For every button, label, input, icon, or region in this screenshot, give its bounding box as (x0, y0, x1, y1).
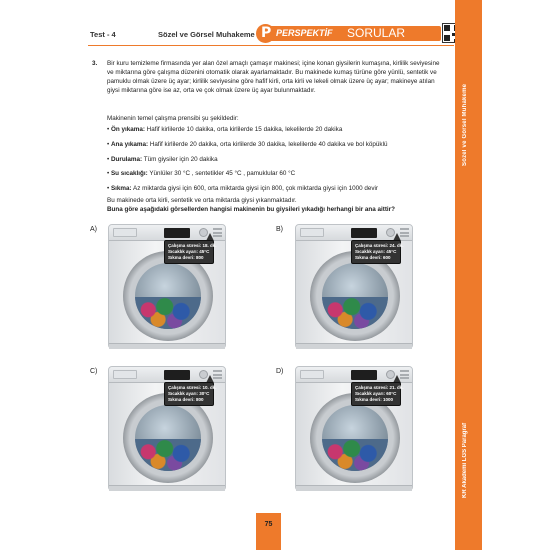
page-number-tab (256, 513, 281, 550)
page-number: 75 (264, 521, 273, 528)
rule-item: • Durulama: Tüm giysiler için 20 dakika (107, 155, 218, 163)
option-c-label[interactable]: C) (90, 368, 98, 375)
header-divider (88, 45, 454, 46)
display-callout: Çalışma süresi: 24. dk. Sıcaklık ayarı: 45°C Sıkma devri: 600 (351, 240, 401, 264)
question-number: 3. (92, 60, 98, 67)
subject-label: Sözel ve Görsel Muhakeme (158, 30, 255, 39)
logo-brand: PERSPEKTİF (276, 28, 333, 38)
logo-banner (271, 26, 441, 41)
option-d-machine[interactable] (279, 366, 439, 491)
question-principle: Makinenin temel çalışma prensibi şu şekildedir: (107, 115, 239, 122)
display-callout: Çalışma süresi: 21. dk. Sıcaklık ayarı: 60°C Sıkma devri: 1000 (351, 382, 401, 406)
page-header (88, 22, 455, 44)
rule-item: • Ana yıkama: Hafif kirlilerde 20 dakika, orta kirlilerde 30 dakika, lekelilerde 40 dakika ve bol köpüklü (107, 140, 388, 148)
rule-item: • Sıkma: Az miktarda giysi için 600, orta miktarda giysi için 800, çok miktarda giysi için 1000 devir (107, 185, 379, 193)
rule-list (107, 123, 447, 197)
question-intro: Bir kuru temizleme firmasında yer alan özel amaçlı çamaşır makinesi; içine konan giysilerin kumaşına, kirlilik seviyesine ve miktarına göre çalışma düzenini otomatik olarak ayarlamaktadır. Bu makinede kumaş türüne göre yünlü, sentetik ve pamuklu olmak üzere üç ayar; kirlilik seviyesine göre hafif kirli, orta kirli ve lekeli olmak üzere üç ayar; makineye atılan giysi miktarına göre ise az, orta ve çok olmak üzere üç ayar bulunmaktadır. (107, 60, 440, 94)
side-publisher: KR Akademi LGS Paragraf (462, 422, 468, 498)
test-label: Test - 4 (90, 30, 116, 39)
logo-suffix: SORULAR (347, 26, 406, 40)
side-title: Sözel ve Görsel Muhakeme (462, 83, 468, 167)
option-d-label[interactable]: D) (276, 368, 284, 375)
rule-item: • Ön yıkama: Hafif kirlilerde 10 dakika, orta kirlilerde 15 dakika, lekelilerde 20 dakika (107, 126, 343, 133)
option-c-machine[interactable] (92, 366, 252, 491)
option-b-machine[interactable] (279, 224, 439, 349)
logo-letter: P (261, 25, 272, 41)
display-callout: Çalışma süresi: 10. dk. Sıcaklık ayarı: 30°C Sıkma devri: 800 (164, 382, 214, 406)
rule-item: • Su sıcaklığı: Yünlüler 30 °C , sentetikler 45 °C , pamuklular 60 °C (107, 170, 296, 178)
display-callout: Çalışma süresi: 18. dk. Sıcaklık ayarı: 45°C Sıkma devri: 800 (164, 240, 214, 264)
option-b-label[interactable]: B) (276, 226, 283, 233)
option-a-machine[interactable] (92, 224, 252, 349)
question-situation: Bu makinede orta kirli, sentetik ve orta miktarda giysi yıkanmaktadır. (107, 197, 297, 204)
question-prompt: Buna göre aşağıdaki görsellerden hangisi makinenin bu giysileri yıkadığı herhangi bir ana aittir? (107, 206, 395, 213)
logo-icon (256, 24, 275, 43)
option-a-label[interactable]: A) (90, 226, 97, 233)
